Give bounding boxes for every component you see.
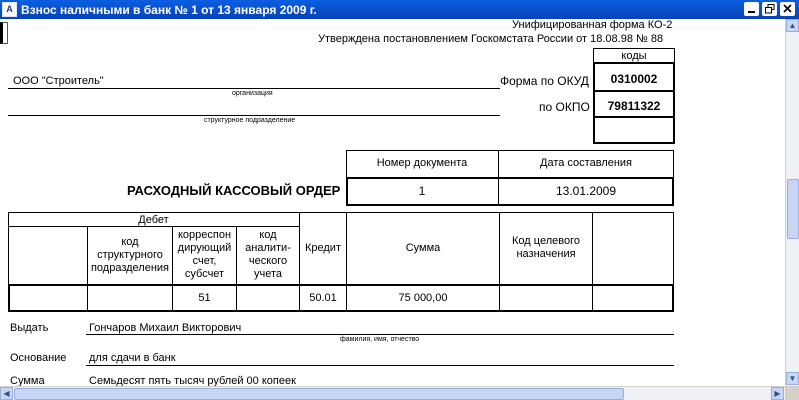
scroll-up-button[interactable]: ▲ <box>786 19 799 32</box>
debit-divider <box>8 226 299 227</box>
organization-name: ООО "Строитель" <box>13 75 104 87</box>
col-sum-header: Сумма <box>405 242 441 254</box>
document-form-icon: A <box>2 2 17 17</box>
doc-date: 13.01.2009 <box>555 184 617 198</box>
basis-label: Основание <box>10 352 67 364</box>
sum-label: Сумма <box>10 375 45 386</box>
okud-code: 0310002 <box>610 72 658 86</box>
division-underline <box>8 115 500 116</box>
restore-button[interactable] <box>762 2 777 16</box>
vertical-scrollbar[interactable] <box>785 19 799 386</box>
codes-divider-2 <box>593 90 675 92</box>
document-title: РАСХОДНЫЙ КАССОВЫЙ ОРДЕР <box>127 183 341 198</box>
okpo-code: 79811322 <box>607 99 661 113</box>
basis-underline <box>86 365 674 366</box>
close-icon <box>783 4 792 13</box>
minimize-icon <box>747 4 756 14</box>
form-name: Унифицированная форма КО-2 <box>512 19 673 31</box>
codes-label: коды <box>621 50 647 62</box>
codes-divider-3 <box>593 116 675 118</box>
vertical-scroll-thumb[interactable] <box>787 179 799 239</box>
issue-underline <box>86 334 674 335</box>
debit-header: Дебет <box>138 214 169 226</box>
issue-caption: фамилия, имя, отчество <box>340 336 420 343</box>
okpo-label: по ОКПО <box>539 100 590 114</box>
okud-label: Форма по ОКУД <box>500 74 589 88</box>
horizontal-scroll-thumb[interactable] <box>14 388 624 400</box>
organization-caption: организация <box>232 90 273 97</box>
minimize-button[interactable] <box>744 2 759 16</box>
row-cursor-marker <box>0 22 8 44</box>
scroll-right-button[interactable]: ▶ <box>771 387 784 400</box>
horizontal-scrollbar[interactable] <box>0 386 785 400</box>
approval-text: Утверждена постановлением Госкомстата России от 18.08.98 № 88 <box>318 33 664 45</box>
restore-icon <box>765 4 775 14</box>
col-purpose-header: Код целевого назначения <box>512 235 580 260</box>
organization-underline <box>8 88 500 89</box>
issue-value: Гончаров Михаил Викторович <box>89 322 242 334</box>
col-analytic-header: код аналити-ческого учета <box>245 229 291 280</box>
division-caption: структурное подразделение <box>204 117 296 124</box>
document-area[interactable] <box>0 19 785 386</box>
col-credit-header: Кредит <box>304 242 341 254</box>
col-division-header: код структурного подразделения <box>90 236 170 274</box>
scroll-down-button[interactable]: ▼ <box>786 372 799 385</box>
scrollbar-corner <box>785 386 799 400</box>
row-credit: 50.01 <box>309 292 337 304</box>
row-corr-account: 51 <box>198 292 211 304</box>
doc-number: 1 <box>418 184 426 198</box>
col-corr-header: корреспон дирующий счет, субсчет <box>177 229 232 280</box>
basis-value: для сдачи в банк <box>89 352 176 364</box>
doc-date-label: Дата составления <box>540 157 632 169</box>
issue-label: Выдать <box>10 322 49 334</box>
window-title-bar[interactable] <box>0 0 799 19</box>
row-sum: 75 000,00 <box>398 292 448 304</box>
scroll-left-button[interactable]: ◀ <box>0 387 13 400</box>
doc-number-label: Номер документа <box>376 157 468 169</box>
window-title: Взнос наличными в банк № 1 от 13 января 2009 г. <box>21 3 317 17</box>
sum-value: Семьдесят пять тысяч рублей 00 копеек <box>89 375 296 386</box>
close-button[interactable] <box>780 2 795 16</box>
